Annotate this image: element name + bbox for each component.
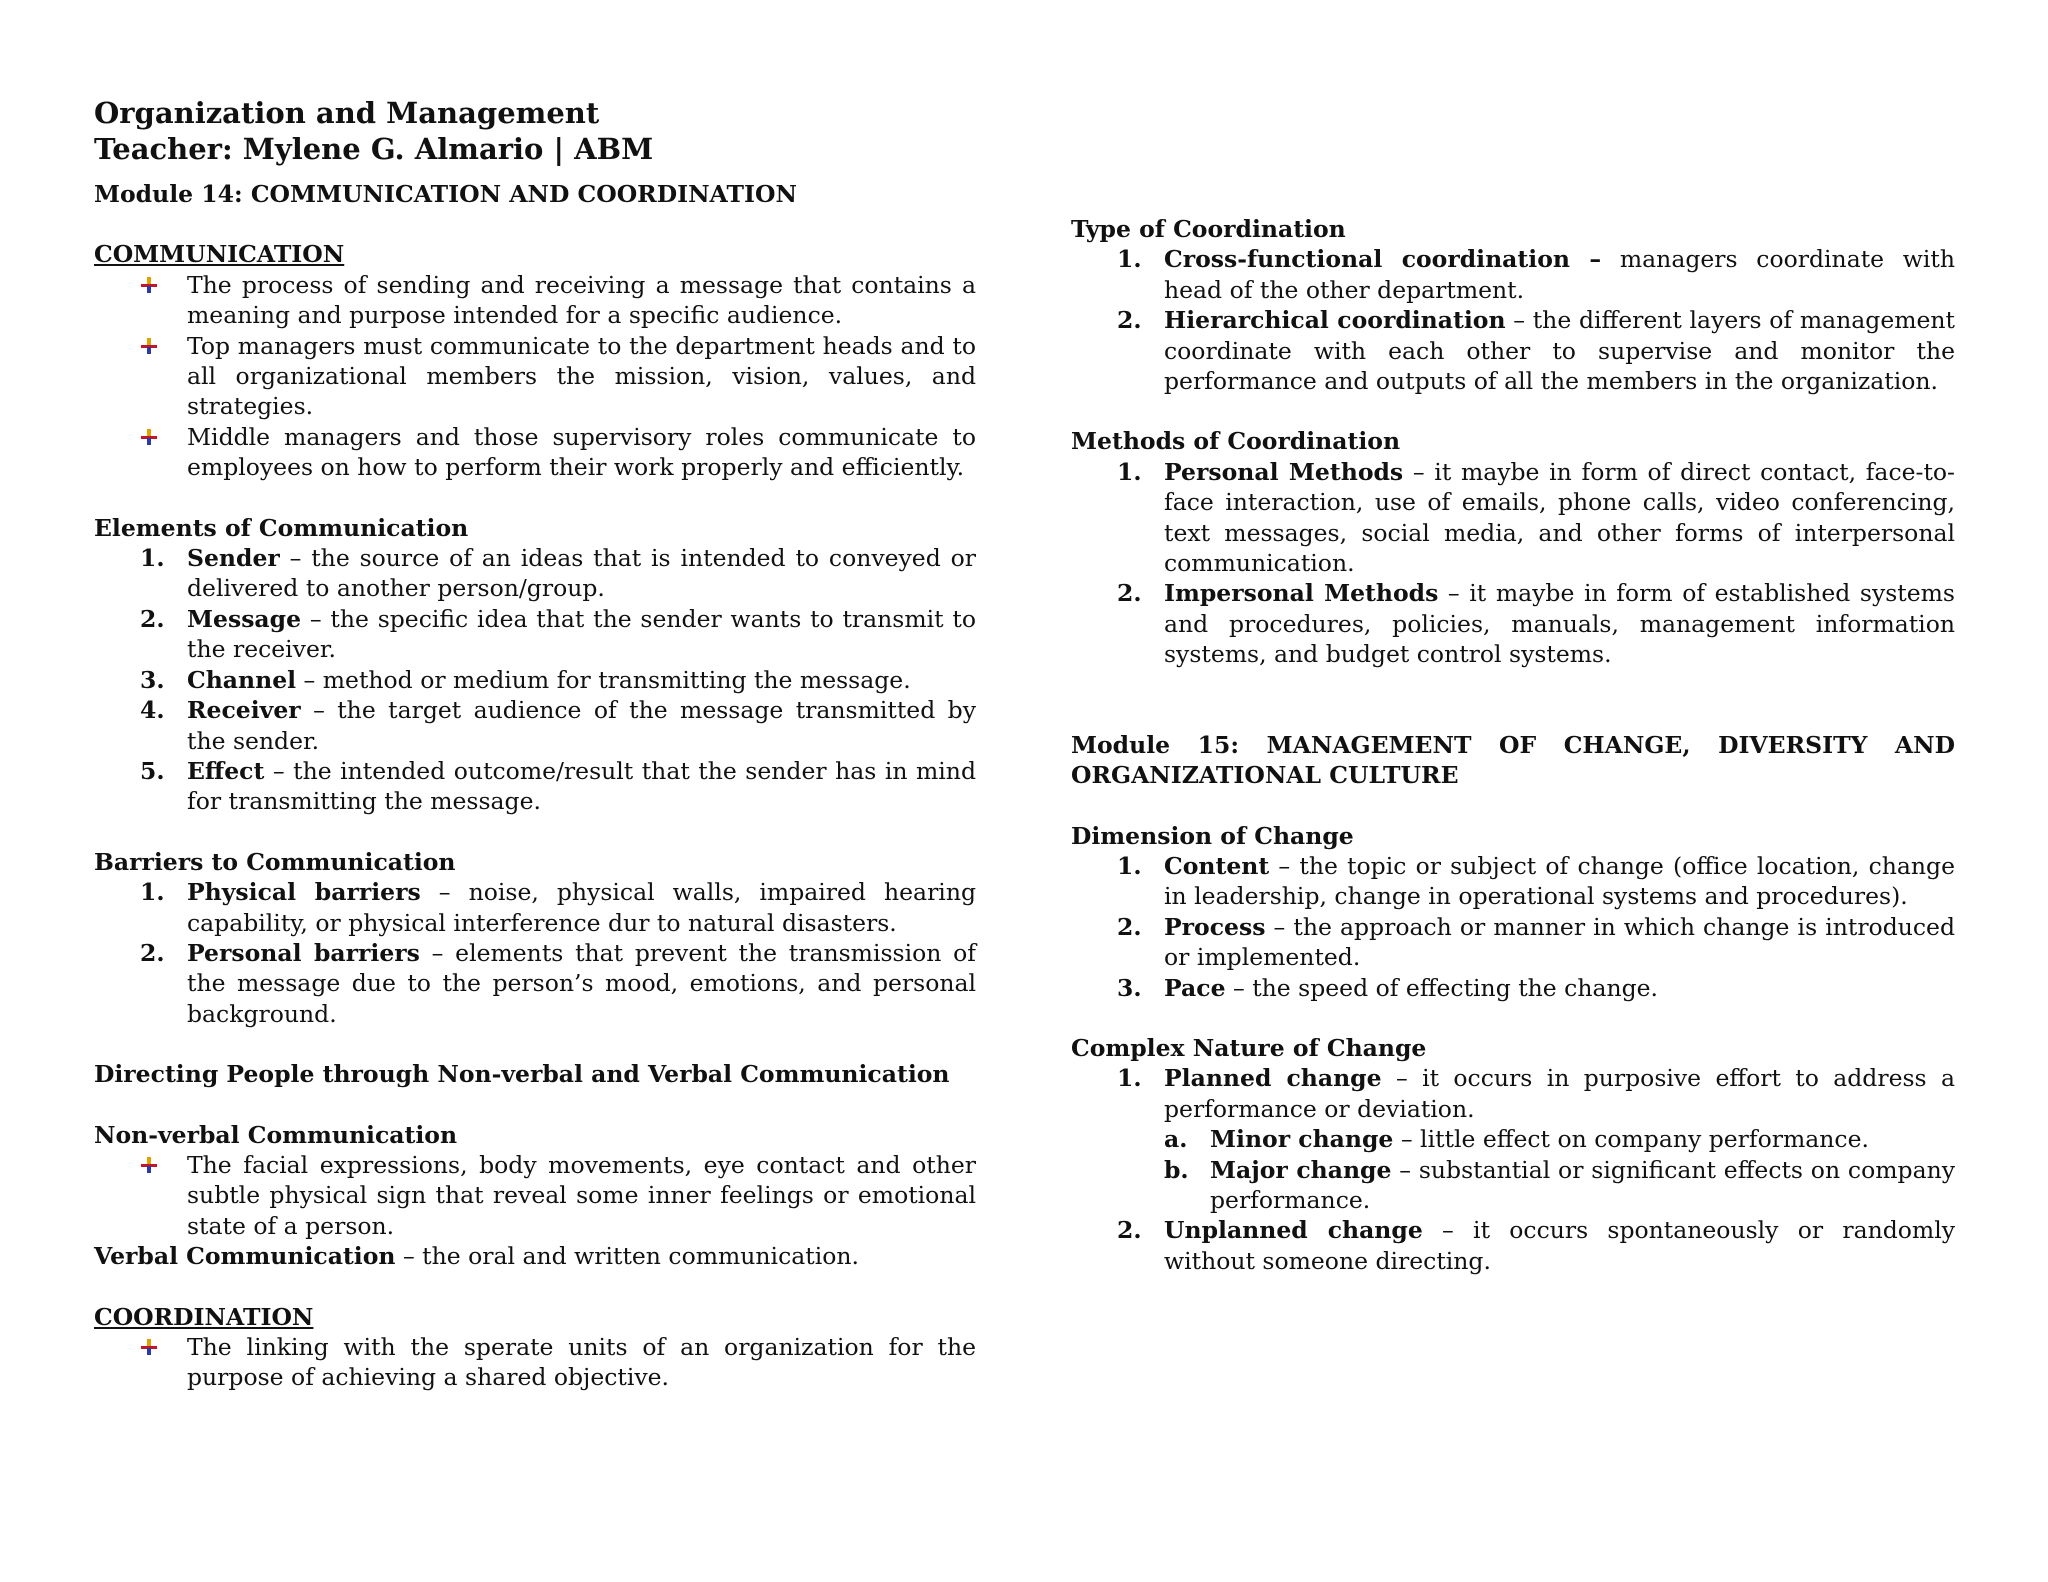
types-list xyxy=(1071,244,1955,396)
list-item: The process of sending and receiving a message that contains a meaning and purpose intended for a specific audience. xyxy=(94,270,976,331)
coordination-heading: COORDINATION xyxy=(94,1302,314,1331)
elements-list xyxy=(94,543,976,817)
methods-heading: Methods of Coordination xyxy=(1071,427,1401,456)
list-item: 3. Channel – method or medium for transmitting the message. xyxy=(140,665,911,694)
plus-bullet-icon xyxy=(141,429,157,445)
methods-list xyxy=(1071,457,1955,670)
document-title: Organization and Management xyxy=(94,96,600,130)
directing-heading: Directing People through Non-verbal and Verbal Communication xyxy=(94,1060,950,1089)
list-item: 2. Hierarchical coordination – the different layers of management coordinate with each other to supervise and monitor the performance and outputs of all the members in the organization. xyxy=(1117,306,1955,396)
list-item: The linking with the sperate units of an organization for the purpose of achieving a shared objective. xyxy=(94,1332,976,1393)
right-column xyxy=(1071,0,1955,1276)
elements-heading: Elements of Communication xyxy=(94,513,469,542)
list-item: 2. Unplanned change – it occurs spontaneously or randomly without someone directing. xyxy=(1117,1216,1955,1275)
list-item: 2. Impersonal Methods – it maybe in form of established systems and procedures, policies, manuals, management information systems, and budget control systems. xyxy=(1117,579,1955,669)
list-item: 1. Personal Methods – it maybe in form of direct contact, face-to-face interaction, use of emails, phone calls, video conferencing, text messages, social media, and other forms of interpersonal communication. xyxy=(1117,457,1955,578)
dimension-list xyxy=(1071,851,1955,1003)
list-item: 4. Receiver – the target audience of the message transmitted by the sender. xyxy=(140,696,976,755)
plus-bullet-icon xyxy=(141,338,157,354)
barriers-heading: Barriers to Communication xyxy=(94,847,456,876)
list-item: 1. Planned change – it occurs in purposive effort to address a performance or deviation. xyxy=(1117,1064,1955,1123)
plus-bullet-icon xyxy=(141,1339,157,1355)
verbal-communication: Verbal Communication – the oral and written communication. xyxy=(94,1242,859,1271)
list-item: b. Major change – substantial or significant effects on company performance. xyxy=(1164,1155,1955,1214)
complex-heading: Complex Nature of Change xyxy=(1071,1033,1427,1062)
communication-heading: COMMUNICATION xyxy=(94,240,345,269)
left-column xyxy=(94,0,976,1393)
list-item: 1. Content – the topic or subject of change (office location, change in leadership, change in operational systems and procedures). xyxy=(1117,851,1955,911)
nonverbal-heading: Non-verbal Communication xyxy=(94,1120,458,1149)
list-item: The facial expressions, body movements, eye contact and other subtle physical sign that reveal some inner feelings or emotional state of a person. xyxy=(94,1150,976,1241)
planned-change-sublist xyxy=(1164,1124,1955,1215)
list-item: 3. Pace – the speed of effecting the change. xyxy=(1117,973,1659,1002)
list-item: 1. Sender – the source of an ideas that is intended to conveyed or delivered to another person/group. xyxy=(140,544,976,603)
complex-list xyxy=(1071,1063,1955,1124)
barriers-list xyxy=(94,877,976,1029)
list-item: 2. Message – the specific idea that the sender wants to transmit to the receiver. xyxy=(140,604,976,664)
nonverbal-bullets xyxy=(94,1150,976,1241)
list-item: a. Minor change – little effect on company performance. xyxy=(1164,1125,1869,1154)
list-item: Top managers must communicate to the department heads and to all organizational members the mission, vision, values, and strategies. xyxy=(94,331,976,422)
list-item: 5. Effect – the intended outcome/result that the sender has in mind for transmitting the message. xyxy=(140,756,976,816)
plus-bullet-icon xyxy=(141,1157,157,1173)
plus-bullet-icon xyxy=(141,277,157,293)
list-item: 1. Physical barriers – noise, physical walls, impaired hearing capability, or physical interference dur to natural disasters. xyxy=(140,878,976,937)
list-item: 2. Process – the approach or manner in which change is introduced or implemented. xyxy=(1117,912,1955,972)
types-heading: Type of Coordination xyxy=(1071,215,1346,243)
module-15-heading: Module 15: MANAGEMENT OF CHANGE, DIVERSITY AND ORGANIZATIONAL CULTURE xyxy=(1071,730,1955,790)
communication-bullets xyxy=(94,270,976,483)
complex-list-continued xyxy=(1071,1215,1955,1276)
list-item: Middle managers and those supervisory roles communicate to employees on how to perform their work properly and efficiently. xyxy=(94,422,976,483)
dimension-heading: Dimension of Change xyxy=(1071,821,1354,850)
list-item: 1. Cross-functional coordination – managers coordinate with head of the other department. xyxy=(1117,245,1955,304)
coordination-bullets xyxy=(94,1332,976,1393)
list-item: 2. Personal barriers – elements that prevent the transmission of the message due to the person’s mood, emotions, and personal background. xyxy=(140,938,976,1028)
module-14-heading: Module 14: COMMUNICATION AND COORDINATION xyxy=(94,180,797,208)
teacher-line: Teacher: Mylene G. Almario | ABM xyxy=(94,132,654,166)
